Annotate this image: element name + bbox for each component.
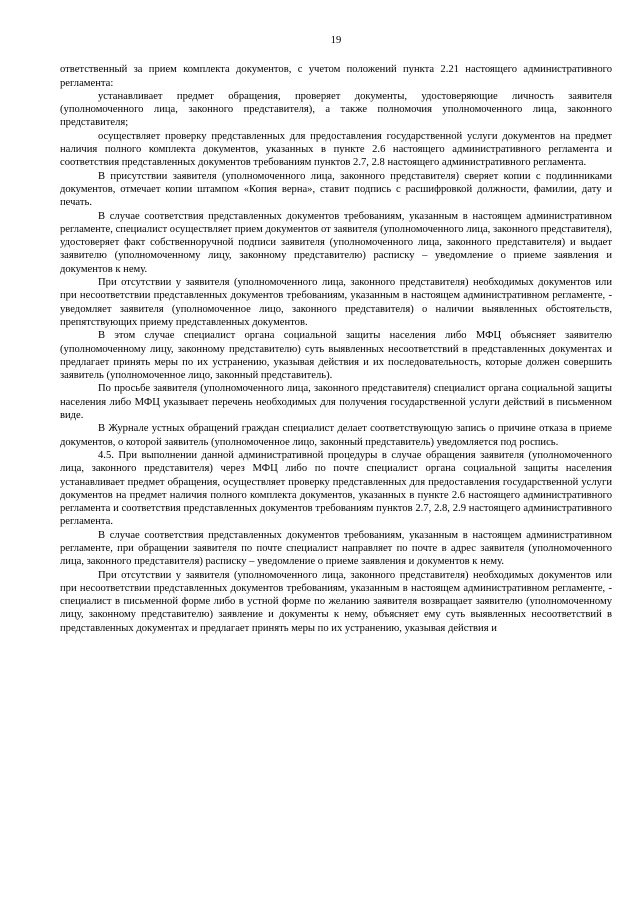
paragraph: В случае соответствия представленных документов требованиям, указанным в настоящем административном регламенте, при обращении заявителя по почте специалист направляет по почте в адрес заявителя (уполномоченного лица, законного представителя) расписку – уведомление о приеме заявления и документов к нему.: [60, 529, 612, 568]
paragraph: В Журнале устных обращений граждан специалист делает соответствующую запись о причине отказа в приеме документов, о которой заявитель (уполномоченное лицо, законный представитель) уведомляется под роспись.: [60, 423, 612, 448]
paragraph: устанавливает предмет обращения, проверяет документы, удостоверяющие личность заявителя (уполномоченного лица, законного представителя), а также полномочия уполномоченного лица, законного представителя;: [60, 90, 612, 129]
paragraph: При отсутствии у заявителя (уполномоченного лица, законного представителя) необходимых документов или при несоответствии представленных документов требованиям, указанным в настоящем административном регламенте, - специалист в письменной форме либо в устной форме по желанию заявителя возвращает заявителю (уполномоченному лицу, законному представителю) заявление и документы к нему, объясняет ему суть выявленных несоответствий в представленных документах и предлагает принять меры по их устранению, указывая действия и: [60, 569, 612, 634]
document-page: [60, 34, 612, 635]
page-number: 19: [330, 35, 342, 46]
paragraph: ответственный за прием комплекта документов, с учетом положений пункта 2.21 настоящего административного регламента:: [60, 64, 612, 89]
paragraph: В случае соответствия представленных документов требованиям, указанным в настоящем административном регламенте, специалист осуществляет прием документов от заявителя (уполномоченного лица, законного представителя), удостоверяет факт собственноручной подписи заявителя (уполномоченного лица, законного представителя) и выдает заявителю (уполномоченному лицу, законному представителю) расписку – уведомление о приеме заявления и документов к нему.: [60, 210, 612, 275]
paragraph: При отсутствии у заявителя (уполномоченного лица, законного представителя) необходимых документов или при несоответствии представленных документов требованиям, указанным в настоящем административном регламенте, - уведомляет заявителя (уполномоченное лицо, законного представителя) о наличии выявленных обстоятельств, препятствующих приему представленных документов.: [60, 277, 612, 328]
paragraph: 4.5. При выполнении данной административной процедуры в случае обращения заявителя (уполномоченного лица, законного представителя) через МФЦ либо по почте специалист органа социальной защиты населения устанавливает предмет обращения, осуществляет проверку представленных для предоставления государственной услуги документов на предмет наличия полного комплекта документов, указанных в пункте 2.6 настоящего административного регламента и соответствия представленных документов требованиям пунктов 2.7, 2.8, 2.9 настоящего административного регламента.: [60, 449, 612, 528]
paragraph: В этом случае специалист органа социальной защиты населения либо МФЦ объясняет заявителю (уполномоченному лицу, законному представителю) суть выявленных несоответствий в представленных документах и предлагает принять меры по их устранению, указывая действия и их последовательность, которые должен совершить заявитель (уполномоченное лицо, законный представитель).: [60, 330, 612, 382]
paragraph: По просьбе заявителя (уполномоченного лица, законного представителя) специалист органа социальной защиты населения либо МФЦ указывает перечень необходимых для получения государственной услуги действий в письменном виде.: [60, 383, 612, 422]
paragraph: осуществляет проверку представленных для предоставления государственной услуги документов на предмет наличия полного комплекта документов, указанных в пункте 2.6 настоящего административного регламента и соответствия представленных документов требованиям пунктов 2.7, 2.8 настоящего административного регламента.: [60, 130, 612, 169]
paragraph: В присутствии заявителя (уполномоченного лица, законного представителя) сверяет копии с подлинниками документов, отмечает копии штампом «Копия верна», ставит подпись с расшифровкой должности, фамилии, дату и печать.: [60, 170, 612, 209]
